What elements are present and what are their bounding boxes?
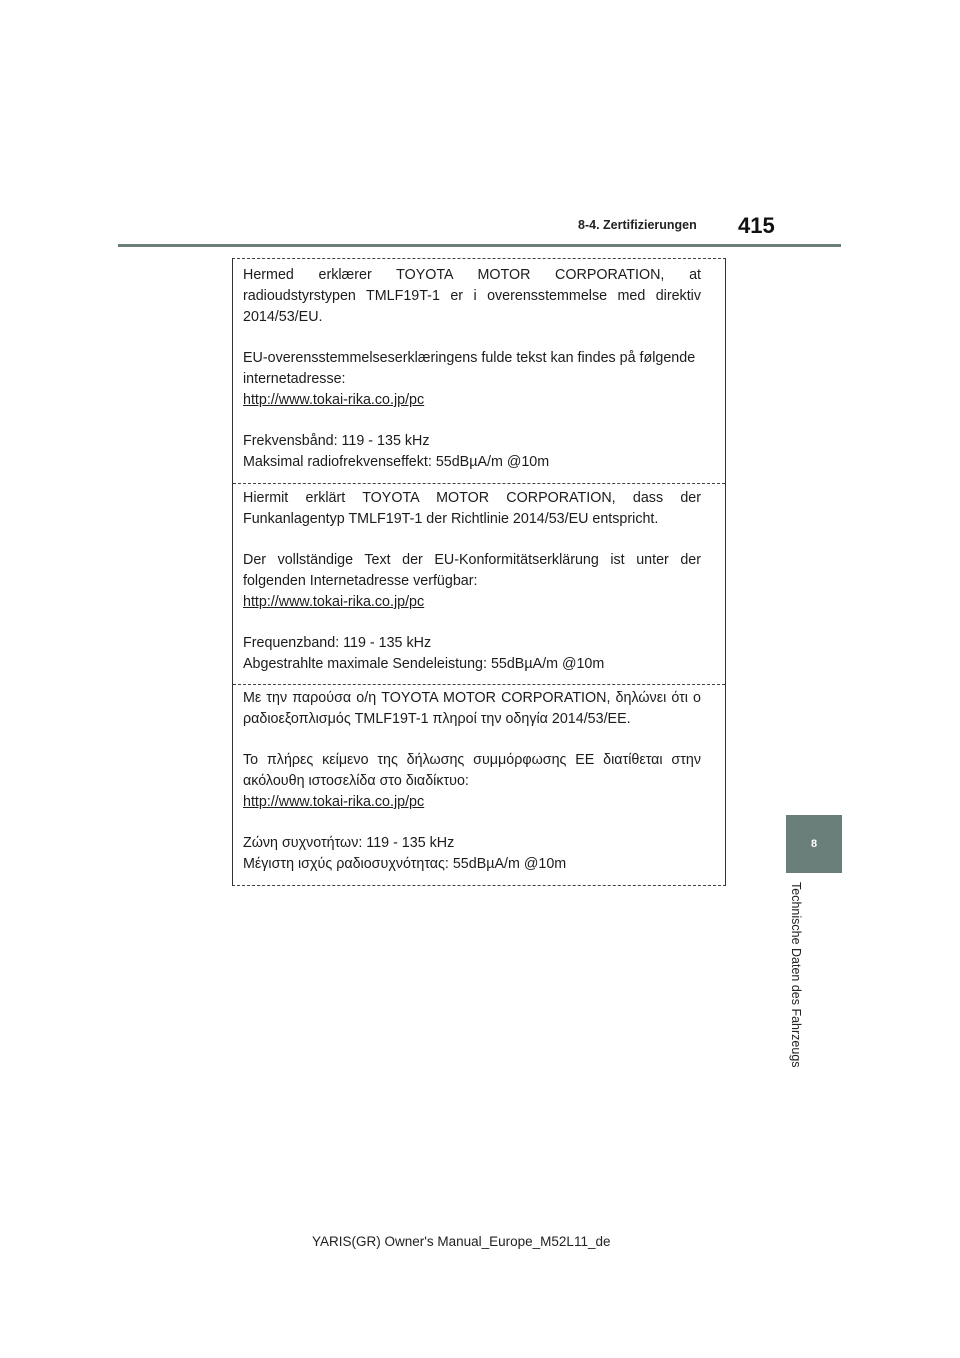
header-rule bbox=[118, 244, 841, 247]
declaration-greek bbox=[233, 688, 725, 875]
declaration-power: Abgestrahlte maximale Sendeleistung: 55dBµA/m @10m bbox=[243, 656, 605, 672]
section-title: 8-4. Zertifizierungen bbox=[578, 218, 697, 232]
declaration-box bbox=[232, 258, 726, 886]
declaration-statement: Με την παρούσα ο/η TOYOTA MOTOR CORPORATION, δηλώνει ότι ο ραδιοεξοπλισμός TMLF19T-1 πληροί την οδηγία 2014/53/ΕΕ. bbox=[243, 690, 701, 727]
declaration-statement: Hiermit erklärt TOYOTA MOTOR CORPORATION, dass der Funkanlagentyp TMLF19T-1 der Richtlinie 2014/53/EU entspricht. bbox=[243, 490, 701, 527]
declaration-availability: EU-overensstemmelseserklæringens fulde tekst kan findes på følgende internetadresse: bbox=[243, 350, 696, 387]
declaration-url-link[interactable]: http://www.tokai-rika.co.jp/pc bbox=[243, 392, 425, 408]
declaration-power: Maksimal radiofrekvenseffekt: 55dBµA/m @10m bbox=[243, 454, 550, 470]
declaration-frequency: Frequenzband: 119 - 135 kHz bbox=[243, 635, 432, 651]
section-divider bbox=[233, 483, 725, 484]
footer-manual-id: YARIS(GR) Owner's Manual_Europe_M52L11_de bbox=[312, 1234, 611, 1249]
declaration-availability: Το πλήρες κείμενο της δήλωσης συμμόρφωσης ΕΕ διατίθεται στην ακόλουθη ιστοσελίδα στο διαδίκτυο: bbox=[243, 752, 701, 789]
declaration-url-link[interactable]: http://www.tokai-rika.co.jp/pc bbox=[243, 794, 425, 810]
chapter-tab: 8 bbox=[786, 815, 842, 873]
declaration-frequency: Ζώνη συχνοτήτων: 119 - 135 kHz bbox=[243, 835, 455, 851]
declaration-frequency: Frekvensbånd: 119 - 135 kHz bbox=[243, 433, 430, 449]
section-divider bbox=[233, 684, 725, 685]
page-number: 415 bbox=[738, 213, 775, 238]
declaration-availability: Der vollständige Text der EU-Konformitätserklärung ist unter der folgenden Internetadresse verfügbar: bbox=[243, 552, 701, 589]
declaration-url-link[interactable]: http://www.tokai-rika.co.jp/pc bbox=[243, 594, 425, 610]
declaration-power: Μέγιστη ισχύς ραδιοσυχνότητας: 55dBµA/m @10m bbox=[243, 856, 567, 872]
declaration-german bbox=[233, 488, 725, 675]
declaration-statement: Hermed erklærer TOYOTA MOTOR CORPORATION, at radioudstyrstypen TMLF19T-1 er i overensstemmelse med direktiv 2014/53/EU. bbox=[243, 267, 701, 325]
chapter-side-label: Technische Daten des Fahrzeugs bbox=[789, 882, 803, 1068]
declaration-danish bbox=[233, 265, 725, 473]
